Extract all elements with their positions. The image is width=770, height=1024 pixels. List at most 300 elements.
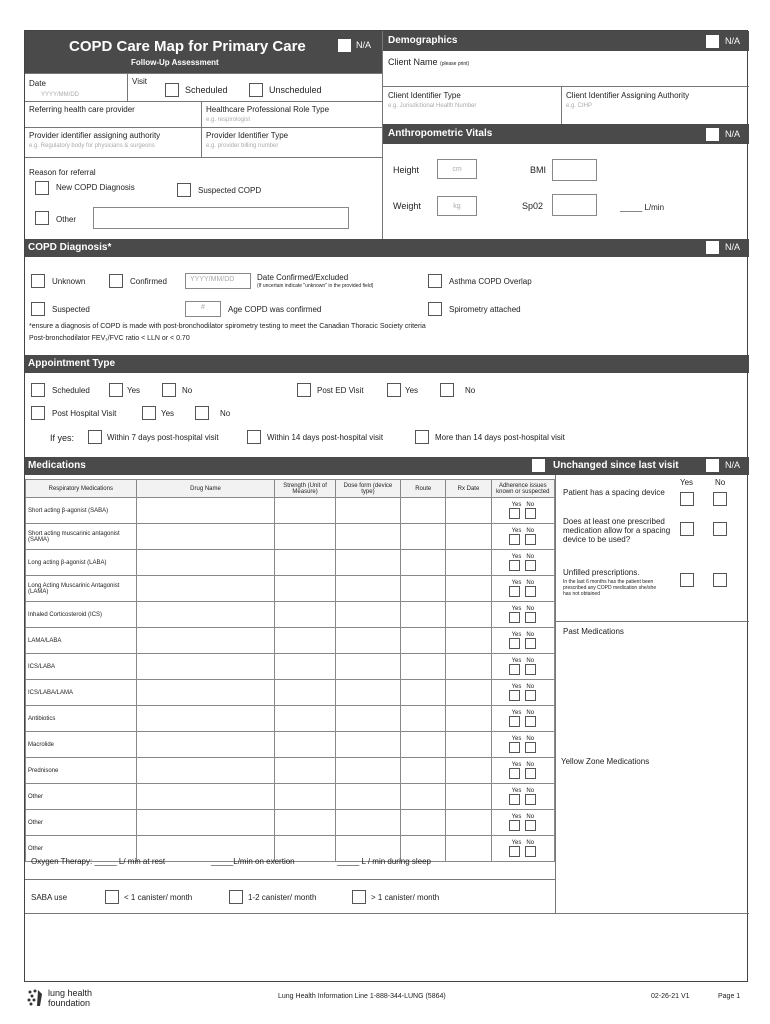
med-row [26,550,555,576]
med-row-label: Long Acting Muscarinic Antagonist (LAMA) [26,576,137,602]
saba-use-label: SABA use [31,893,68,902]
demographics-na-checkbox[interactable] [706,35,719,48]
spacing-device-no-checkbox[interactable] [713,492,727,506]
med-row-label: ICS/LABA [26,654,137,680]
route-cell[interactable] [401,706,446,732]
diagnosis-na-checkbox[interactable] [706,241,719,254]
medications-table [25,479,555,862]
spacing-allowed-yes-checkbox[interactable] [680,522,694,536]
med-row-label: ICS/LABA/LAMA [26,680,137,706]
appt-scheduled-yes-checkbox[interactable] [109,383,123,397]
post-hospital-no-label: No [220,409,231,418]
lmin-label: _____ L/min [620,203,665,212]
diagnosis-footnote-2: Post-bronchodilator FEV₁/FVC ratio < LLN or < 0.70 [29,335,190,342]
med-row-label: Antibiotics [26,706,137,732]
adherence-yes-checkbox[interactable] [509,690,520,701]
drug-name-cell[interactable] [136,550,275,576]
appt-scheduled-yes-label: Yes [127,386,141,395]
med-row [26,628,555,654]
adherence-yes-checkbox[interactable] [509,586,520,597]
adherence-no-label: No [526,736,535,742]
dose-form-cell[interactable] [335,680,400,706]
strength-cell[interactable] [275,810,335,836]
strength-cell[interactable] [275,602,335,628]
adherence-cell [491,654,554,680]
med-row-label: Short acting β-agonist (SABA) [26,498,137,524]
adherence-no-label: No [526,762,535,768]
adherence-no-checkbox[interactable] [525,846,536,857]
drug-name-cell[interactable] [136,680,275,706]
appt-scheduled-checkbox[interactable] [31,383,45,397]
other-reason-label: Other [56,215,77,224]
unfilled-rx-no-checkbox[interactable] [713,573,727,587]
adherence-yes-checkbox[interactable] [509,794,520,805]
rx-date-cell[interactable] [446,810,491,836]
adherence-yes-checkbox[interactable] [509,742,520,753]
reason-label: Reason for referral [29,168,96,177]
strength-cell[interactable] [275,628,335,654]
date-field[interactable]: YYYY/MM/DD [41,92,80,98]
client-name-label: Client Name (please print) [388,57,470,67]
side-yes-header: Yes [680,478,694,487]
adherence-yes-checkbox[interactable] [509,612,520,623]
adherence-no-checkbox[interactable] [525,820,536,831]
lung-health-logo [26,988,92,1008]
within14-checkbox[interactable] [247,430,261,444]
adherence-yes-label: Yes [511,710,522,716]
dose-form-cell[interactable] [335,628,400,654]
adherence-no-label: No [526,606,535,612]
adherence-yes-checkbox[interactable] [509,716,520,727]
adherence-yes-label: Yes [511,788,522,794]
unchanged-checkbox[interactable] [532,459,545,472]
route-cell[interactable] [401,628,446,654]
adherence-no-checkbox[interactable] [525,638,536,649]
strength-cell[interactable] [275,524,335,550]
drug-name-cell[interactable] [136,498,275,524]
adherence-cell [491,732,554,758]
unfilled-rx-note: In the last 6 months has the patient been prescribed any COPD medication she/she has not obtained [563,579,657,597]
adherence-yes-checkbox[interactable] [509,768,520,779]
adherence-yes-label: Yes [511,684,522,690]
new-copd-label: New COPD Diagnosis [56,183,135,192]
hcp-role-label: Healthcare Professional Role Type [206,105,330,114]
suspected-copd-checkbox[interactable] [177,183,191,197]
post-ed-yes-label: Yes [405,386,419,395]
within14-label: Within 14 days post-hospital visit [267,433,384,442]
route-cell[interactable] [401,524,446,550]
med-row [26,498,555,524]
rx-date-cell[interactable] [446,576,491,602]
route-cell[interactable] [401,784,446,810]
route-cell[interactable] [401,732,446,758]
spo2-label: Sp02 [522,201,544,211]
med-row-label: Macrolide [26,732,137,758]
adherence-yes-checkbox[interactable] [509,820,520,831]
header-na-label: N/A [356,40,372,50]
adherence-cell [491,810,554,836]
medications-bar [25,457,749,475]
route-cell[interactable] [401,550,446,576]
med-row [26,576,555,602]
dose-form-cell[interactable] [335,524,400,550]
med-row [26,680,555,706]
spacing-allowed-question: Does at least one prescribed medication allow for a spacing device to be used? [563,517,671,544]
spacing-allowed-no-checkbox[interactable] [713,522,727,536]
date-confirmed-input[interactable]: YYYY/MM/DD [185,273,251,289]
appointment-bar [25,355,749,373]
client-id-type-field[interactable]: e.g. Jurisdictional Health Number [388,103,477,109]
medications-title: Medications [28,460,86,471]
date-confirmed-note: (If uncertain indicate "unknown" in the provided field) [257,283,374,289]
drug-name-cell[interactable] [136,576,275,602]
unscheduled-checkbox[interactable] [249,83,263,97]
rx-date-cell[interactable] [446,784,491,810]
col-rx-date: Rx Date [446,480,491,498]
col-strength: Strength (Unit of Measure) [275,480,335,498]
dose-form-cell[interactable] [335,576,400,602]
med-row-label: LAMA/LABA [26,628,137,654]
saba-opt2-checkbox[interactable] [229,890,243,904]
rx-date-cell[interactable] [446,706,491,732]
adherence-cell [491,576,554,602]
within7-label: Within 7 days post-hospital visit [107,433,219,442]
adherence-yes-checkbox[interactable] [509,664,520,675]
rx-date-cell[interactable] [446,628,491,654]
vitals-na-checkbox[interactable] [706,128,719,141]
suspected-copd-label: Suspected COPD [198,186,262,195]
rx-date-cell[interactable] [446,680,491,706]
drug-name-cell[interactable] [136,758,275,784]
route-cell[interactable] [401,602,446,628]
adherence-yes-label: Yes [511,580,522,586]
unscheduled-label: Unscheduled [269,85,322,95]
dose-form-cell[interactable] [335,654,400,680]
provider-authority-label: Provider identifier assigning authority [29,131,161,140]
adherence-cell [491,550,554,576]
provider-authority-field[interactable]: e.g. Regulatory body for physicians & surgeons [29,143,155,149]
dose-form-cell[interactable] [335,784,400,810]
saba-opt3-label: > 1 canister/ month [371,893,440,902]
provider-type-label: Provider Identifier Type [206,131,289,140]
strength-cell[interactable] [275,784,335,810]
adherence-no-label: No [526,632,535,638]
post-hospital-checkbox[interactable] [31,406,45,420]
rx-date-cell[interactable] [446,498,491,524]
provider-type-field[interactable]: e.g. provider billing number [206,143,279,149]
weight-label: Weight [393,201,421,211]
post-ed-no-label: No [465,386,476,395]
form-title: COPD Care Map for Primary Care [69,38,306,55]
adherence-no-checkbox[interactable] [525,716,536,727]
post-hospital-yes-label: Yes [161,409,175,418]
age-confirmed-input[interactable]: # [185,301,221,317]
rx-date-cell[interactable] [446,550,491,576]
adherence-no-label: No [526,684,535,690]
saba-opt1-checkbox[interactable] [105,890,119,904]
appointment-title: Appointment Type [28,358,116,369]
adherence-no-checkbox[interactable] [525,768,536,779]
client-id-type-label: Client Identifier Type [388,91,461,100]
med-row [26,784,555,810]
dose-form-cell[interactable] [335,732,400,758]
med-row [26,732,555,758]
unfilled-rx-question: Unfilled prescriptions. [563,568,640,577]
dose-form-cell[interactable] [335,550,400,576]
adherence-cell [491,602,554,628]
route-cell[interactable] [401,498,446,524]
dose-form-cell[interactable] [335,758,400,784]
bmi-label: BMI [530,165,547,175]
spirometry-label: Spirometry attached [449,305,521,314]
bmi-input[interactable] [552,159,597,181]
form-subtitle: Follow-Up Assessment [131,58,219,67]
adherence-no-label: No [526,554,535,560]
strength-cell[interactable] [275,550,335,576]
dose-form-cell[interactable] [335,498,400,524]
adherence-cell [491,524,554,550]
adherence-no-checkbox[interactable] [525,794,536,805]
hcp-role-field[interactable]: e.g. respirologist [206,117,251,123]
adherence-yes-label: Yes [511,606,522,612]
adherence-no-checkbox[interactable] [525,560,536,571]
suspected-checkbox[interactable] [31,302,45,316]
adherence-yes-label: Yes [511,554,522,560]
rx-date-cell[interactable] [446,758,491,784]
post-hospital-label: Post Hospital Visit [52,409,117,418]
col-route: Route [401,480,446,498]
adherence-cell [491,680,554,706]
post-ed-checkbox[interactable] [297,383,311,397]
vitals-bar [383,124,749,144]
adherence-no-label: No [526,814,535,820]
adherence-yes-label: Yes [511,632,522,638]
client-id-authority-label: Client Identifier Assigning Authority [566,91,690,100]
more14-checkbox[interactable] [415,430,429,444]
saba-opt2-label: 1-2 canister/ month [248,893,317,902]
adherence-yes-label: Yes [511,658,522,664]
med-row [26,810,555,836]
drug-name-cell[interactable] [136,654,275,680]
date-confirmed-label: Date Confirmed/Excluded [257,273,349,282]
med-row-label: Long acting β-agonist (LABA) [26,550,137,576]
adherence-no-checkbox[interactable] [525,612,536,623]
adherence-yes-label: Yes [511,528,522,534]
age-confirmed-label: Age COPD was confirmed [228,305,322,314]
adherence-no-checkbox[interactable] [525,534,536,545]
rx-date-cell[interactable] [446,602,491,628]
oxygen-exertion-label: _____L/min on exertion [211,857,295,866]
oxygen-sleep-label: _____ L / min during sleep [337,857,431,866]
adherence-cell [491,498,554,524]
drug-name-cell[interactable] [136,524,275,550]
adherence-cell [491,706,554,732]
drug-name-cell[interactable] [136,706,275,732]
col-respiratory: Respiratory Medications [26,480,137,498]
adherence-yes-checkbox[interactable] [509,846,520,857]
spo2-input[interactable] [552,194,597,216]
dose-form-cell[interactable] [335,810,400,836]
drug-name-cell[interactable] [136,810,275,836]
info-line: Lung Health Information Line 1-888-344-LUNG (5864) [278,993,446,1000]
height-input[interactable]: cm [437,159,477,179]
med-row-label: Short acting muscarinic antagonist (SAMA) [26,524,137,550]
adherence-yes-label: Yes [511,840,522,846]
med-row-label: Other [26,784,137,810]
unfilled-rx-yes-checkbox[interactable] [680,573,694,587]
adherence-yes-label: Yes [511,502,522,508]
scheduled-checkbox[interactable] [165,83,179,97]
unchanged-label: Unchanged since last visit [553,460,679,471]
med-row-label: Other [26,810,137,836]
if-yes-label: If yes: [50,433,75,443]
adherence-no-label: No [526,502,535,508]
diagnosis-bar [25,239,749,257]
medications-na-label: N/A [725,460,741,470]
demographics-title: Demographics [388,35,458,46]
asthma-overlap-checkbox[interactable] [428,274,442,288]
adherence-no-checkbox[interactable] [525,508,536,519]
strength-cell[interactable] [275,654,335,680]
col-adherence: Adherence issues known or suspected [491,480,554,498]
strength-cell[interactable] [275,732,335,758]
col-dose-form: Dose form (device type) [335,480,400,498]
height-label: Height [393,165,420,175]
adherence-no-label: No [526,840,535,846]
adherence-no-label: No [526,658,535,664]
post-ed-yes-checkbox[interactable] [387,383,401,397]
vitals-title: Anthropometric Vitals [388,128,493,139]
rx-date-cell[interactable] [446,654,491,680]
scheduled-label: Scheduled [185,85,228,95]
more14-label: More than 14 days post-hospital visit [435,433,565,442]
appt-scheduled-label: Scheduled [52,386,90,395]
route-cell[interactable] [401,680,446,706]
med-row-label: Prednisone [26,758,137,784]
post-hospital-yes-checkbox[interactable] [142,406,156,420]
spacing-device-yes-checkbox[interactable] [680,492,694,506]
med-row [26,524,555,550]
adherence-no-checkbox[interactable] [525,664,536,675]
diagnosis-footnote-1: *ensure a diagnosis of COPD is made with post-bronchodilator spirometry testing to meet the Canadian Thoracic Society criteria [29,323,426,330]
spirometry-checkbox[interactable] [428,302,442,316]
adherence-no-checkbox[interactable] [525,586,536,597]
route-cell[interactable] [401,654,446,680]
med-row [26,602,555,628]
oxygen-rest-label: Oxygen Therapy: _____ L/ min at rest [31,857,166,866]
adherence-cell [491,628,554,654]
med-row [26,654,555,680]
adherence-yes-label: Yes [511,814,522,820]
strength-cell[interactable] [275,576,335,602]
drug-name-cell[interactable] [136,602,275,628]
saba-opt1-label: < 1 canister/ month [124,893,193,902]
adherence-no-checkbox[interactable] [525,690,536,701]
form-frame [24,30,748,982]
adherence-no-label: No [526,528,535,534]
page-number: Page 1 [718,993,741,1000]
strength-cell[interactable] [275,758,335,784]
unknown-checkbox[interactable] [31,274,45,288]
diagnosis-title: COPD Diagnosis* [28,242,112,253]
saba-opt3-checkbox[interactable] [352,890,366,904]
med-row [26,706,555,732]
past-medications-label: Past Medications [563,627,624,636]
rx-date-cell[interactable] [446,524,491,550]
rx-date-cell[interactable] [446,732,491,758]
other-reason-checkbox[interactable] [35,211,49,225]
rx-date-cell[interactable] [446,836,491,862]
suspected-label: Suspected [52,305,90,314]
post-ed-no-checkbox[interactable] [440,383,454,397]
adherence-cell [491,784,554,810]
lung-logo-icon [26,988,44,1008]
title-bar [25,31,382,73]
strength-cell[interactable] [275,680,335,706]
adherence-no-label: No [526,580,535,586]
adherence-yes-checkbox[interactable] [509,534,520,545]
diagnosis-na-label: N/A [725,242,741,252]
logo-line-2: foundation [48,998,91,1008]
strength-cell[interactable] [275,498,335,524]
yellow-zone-label: Yellow Zone Medications [561,757,650,766]
adherence-yes-label: Yes [511,736,522,742]
adherence-yes-checkbox[interactable] [509,508,520,519]
post-ed-label: Post ED Visit [317,386,364,395]
post-hospital-no-checkbox[interactable] [195,406,209,420]
dose-form-cell[interactable] [335,706,400,732]
adherence-yes-checkbox[interactable] [509,638,520,649]
referring-provider-label: Referring health care provider [29,105,135,114]
col-drug-name: Drug Name [136,480,275,498]
route-cell[interactable] [401,576,446,602]
appt-scheduled-no-label: No [182,386,193,395]
adherence-cell [491,758,554,784]
med-row [26,758,555,784]
confirmed-label: Confirmed [130,277,167,286]
confirmed-checkbox[interactable] [109,274,123,288]
adherence-no-checkbox[interactable] [525,742,536,753]
strength-cell[interactable] [275,706,335,732]
other-reason-input[interactable] [93,207,349,229]
demographics-bar [383,31,749,51]
appt-scheduled-no-checkbox[interactable] [162,383,176,397]
client-id-authority-field[interactable]: e.g. CIHP [566,103,593,109]
route-cell[interactable] [401,810,446,836]
adherence-no-label: No [526,788,535,794]
logo-line-1: lung health [48,988,93,998]
adherence-no-label: No [526,710,535,716]
medications-na-checkbox[interactable] [706,459,719,472]
within7-checkbox[interactable] [88,430,102,444]
route-cell[interactable] [401,758,446,784]
adherence-cell [491,836,554,862]
drug-name-cell[interactable] [136,732,275,758]
adherence-yes-checkbox[interactable] [509,560,520,571]
weight-input[interactable]: kg [437,196,477,216]
med-row-label: Inhaled Corticosteroid (ICS) [26,602,137,628]
dose-form-cell[interactable] [335,602,400,628]
new-copd-checkbox[interactable] [35,181,49,195]
demographics-na-label: N/A [725,36,741,46]
drug-name-cell[interactable] [136,784,275,810]
date-label: Date [29,79,46,88]
unknown-label: Unknown [52,277,86,286]
visit-label: Visit [132,77,147,86]
header-na-checkbox[interactable] [338,39,351,52]
drug-name-cell[interactable] [136,628,275,654]
asthma-overlap-label: Asthma COPD Overlap [449,277,532,286]
